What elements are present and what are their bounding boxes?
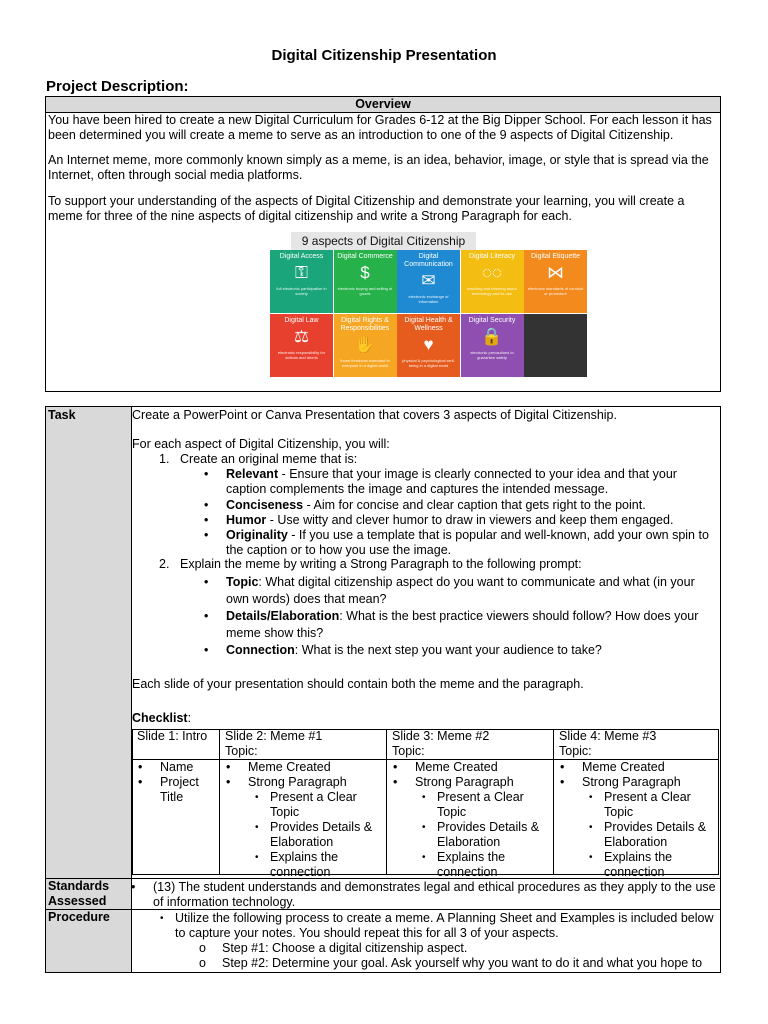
- checklist-column-meme-2: [387, 729, 554, 879]
- checklist-topic: Topic:: [225, 744, 258, 758]
- gavel-icon: ⚖: [293, 327, 310, 346]
- dollar-icon: $: [360, 263, 370, 282]
- bowtie-icon: ⋈: [547, 263, 564, 282]
- step-1-text: Create an original meme that is:: [180, 452, 358, 466]
- checklist-item: • Meme Created: [248, 760, 331, 775]
- checklist-item: • Strong Paragraph: [415, 775, 514, 790]
- checklist-topic: Topic:: [392, 744, 425, 758]
- checklist-item: • Name: [160, 760, 193, 775]
- step-2-item: • Details/Elaboration: What is the best practice viewers should follow? How does your meme show this?: [226, 608, 706, 642]
- aspect-caption: electronic responsibility for actions and deeds: [277, 350, 326, 360]
- aspect-label: Digital Etiquette: [530, 253, 581, 260]
- aspect-caption: electronic buying and selling of goods: [337, 286, 393, 296]
- digital-citizenship-infographic: [225, 232, 584, 384]
- page-title: Digital Citizenship Presentation: [271, 47, 497, 64]
- heart-icon: ♥: [423, 335, 434, 354]
- aspect-tile: [397, 314, 460, 377]
- checklist-subitem: • Provides Details & Elaboration: [270, 820, 382, 850]
- step-2-text: Explain the meme by writing a Strong Paragraph to the following prompt:: [180, 557, 582, 571]
- procedure-text: • Utilize the following process to create a meme. A Planning Sheet and Examples is included below to capture your notes. You should repeat this for all 3 of your aspects.: [175, 911, 718, 941]
- checklist-subitem: • Explains the connection: [270, 850, 382, 880]
- aspect-caption: those freedoms extended to everyone in a digital world: [340, 358, 390, 368]
- each-slide-note: Each slide of your presentation should contain both the meme and the paragraph.: [132, 677, 584, 691]
- checklist-column-intro: [132, 729, 220, 875]
- aspect-caption: full electronic participation in society: [276, 286, 327, 296]
- aspect-label: Digital Communication: [404, 253, 453, 268]
- aspect-label: Digital Access: [279, 253, 324, 260]
- aspect-label: Digital Law: [284, 317, 319, 324]
- aspect-tile: [461, 314, 524, 377]
- task-for-each: For each aspect of Digital Citizenship, you will:: [132, 437, 390, 451]
- aspect-label: Digital Commerce: [337, 253, 393, 260]
- aspect-caption: teaching and learning about technology and its use: [467, 286, 517, 296]
- step-1-item: • Humor - Use witty and clever humor to draw in viewers and keep them engaged.: [226, 513, 720, 528]
- envelope-icon: ✉: [421, 271, 436, 290]
- divider: [46, 878, 720, 879]
- divider: [46, 909, 720, 910]
- key-icon: ⚿: [295, 263, 308, 282]
- aspect-tile: [270, 314, 333, 377]
- checklist-item: • Strong Paragraph: [248, 775, 347, 790]
- project-description-heading: Project Description:: [46, 78, 189, 95]
- aspect-tile: [270, 250, 333, 313]
- aspect-tile: [461, 250, 524, 313]
- step-1-item: • Relevant - Ensure that your image is clearly connected to your idea and that your caption complements the image and captures the intended message.: [226, 467, 720, 497]
- overview-section: [45, 96, 721, 392]
- hand-icon: ✋: [354, 335, 376, 354]
- checklist-item: • Project Title: [160, 775, 215, 805]
- task-label: Task: [48, 408, 76, 422]
- overview-paragraph-1: You have been hired to create a new Digital Curriculum for Grades 6-12 at the Big Dipper School. For each lesson it has been determined you will create a meme to serve as an introduction to one of the 9 aspects of Digital Citizenship.: [48, 113, 712, 142]
- aspect-caption: electronic standards of conduct or procedure: [527, 286, 584, 296]
- checklist-item: • Meme Created: [582, 760, 665, 775]
- checklist-header: Slide 3: Meme #2: [392, 729, 490, 743]
- checklist-item: • Strong Paragraph: [582, 775, 681, 790]
- glasses-icon: ◌◌: [481, 263, 503, 282]
- aspect-label: Digital Health & Wellness: [404, 317, 453, 332]
- aspect-caption: electronic precautions to guarantee safety: [470, 350, 514, 360]
- overview-paragraph-3: To support your understanding of the aspects of Digital Citizenship and demonstrate your learning, you will create a meme for three of the nine aspects of digital citizenship and write a Strong Paragraph for each.: [48, 194, 685, 223]
- checklist-header: Slide 2: Meme #1: [225, 729, 323, 743]
- step-2-number: 2.: [159, 557, 170, 571]
- checklist-subitem: • Provides Details & Elaboration: [437, 820, 549, 850]
- infographic-title: 9 aspects of Digital Citizenship: [291, 232, 476, 250]
- step-1-number: 1.: [159, 452, 170, 466]
- checklist-item: • Meme Created: [415, 760, 498, 775]
- checklist-topic: Topic:: [559, 744, 592, 758]
- lock-icon: 🔒: [481, 327, 503, 346]
- step-2-item: • Connection: What is the next step you want your audience to take?: [226, 642, 706, 659]
- aspect-tile: [334, 314, 397, 377]
- empty-tile: [524, 314, 587, 377]
- overview-paragraph-2: An Internet meme, more commonly known simply as a meme, is an idea, behavior, image, or style that is spread via the Internet, often through social media platforms.: [48, 153, 709, 182]
- checklist-subitem: • Present a Clear Topic: [604, 790, 716, 820]
- aspect-caption: electronic exchange of information: [408, 294, 449, 304]
- checklist-subitem: • Present a Clear Topic: [270, 790, 382, 820]
- procedure-step: o Step #2: Determine your goal. Ask yourself why you want to do it and what you hope to: [222, 956, 702, 971]
- step-1-item: • Conciseness - Aim for concise and clear caption that gets right to the point.: [226, 498, 720, 513]
- standards-text: • (13) The student understands and demonstrates legal and ethical procedures as they apply to the use of information technology.: [153, 880, 718, 910]
- aspect-tile: [397, 250, 460, 313]
- step-1-item: • Originality - If you use a template that is popular and well-known, add your own spin to the caption or to how you use the image.: [226, 528, 720, 558]
- procedure-label: Procedure: [48, 910, 110, 924]
- task-table: [45, 406, 721, 973]
- overview-header: Overview: [46, 97, 720, 113]
- step-2-item: • Topic: What digital citizenship aspect do you want to communicate and what (in your own words) does that mean?: [226, 574, 706, 608]
- aspect-label: Digital Security: [468, 317, 516, 324]
- aspect-tile: [334, 250, 397, 313]
- standards-label: Standards Assessed: [48, 879, 110, 908]
- checklist-subitem: • Present a Clear Topic: [437, 790, 549, 820]
- checklist-header: Slide 4: Meme #3: [559, 729, 657, 743]
- checklist-heading: Checklist:: [132, 711, 192, 725]
- aspect-label: Digital Literacy: [469, 253, 515, 260]
- checklist-column-meme-3: [554, 729, 719, 879]
- checklist-subitem: • Explains the connection: [604, 850, 716, 880]
- checklist-table: [132, 729, 719, 877]
- procedure-step: o Step #1: Choose a digital citizenship aspect.: [222, 941, 467, 956]
- task-intro: Create a PowerPoint or Canva Presentation that covers 3 aspects of Digital Citizenship.: [132, 408, 617, 422]
- checklist-subitem: • Explains the connection: [437, 850, 549, 880]
- checklist-header: Slide 1: Intro: [137, 729, 208, 743]
- aspect-tile: [524, 250, 587, 313]
- checklist-subitem: • Provides Details & Elaboration: [604, 820, 716, 850]
- checklist-column-meme-1: [220, 729, 387, 879]
- aspect-label: Digital Rights & Responsibilities: [340, 317, 390, 332]
- aspect-caption: physical & psychological well-being in a digital world: [402, 358, 455, 368]
